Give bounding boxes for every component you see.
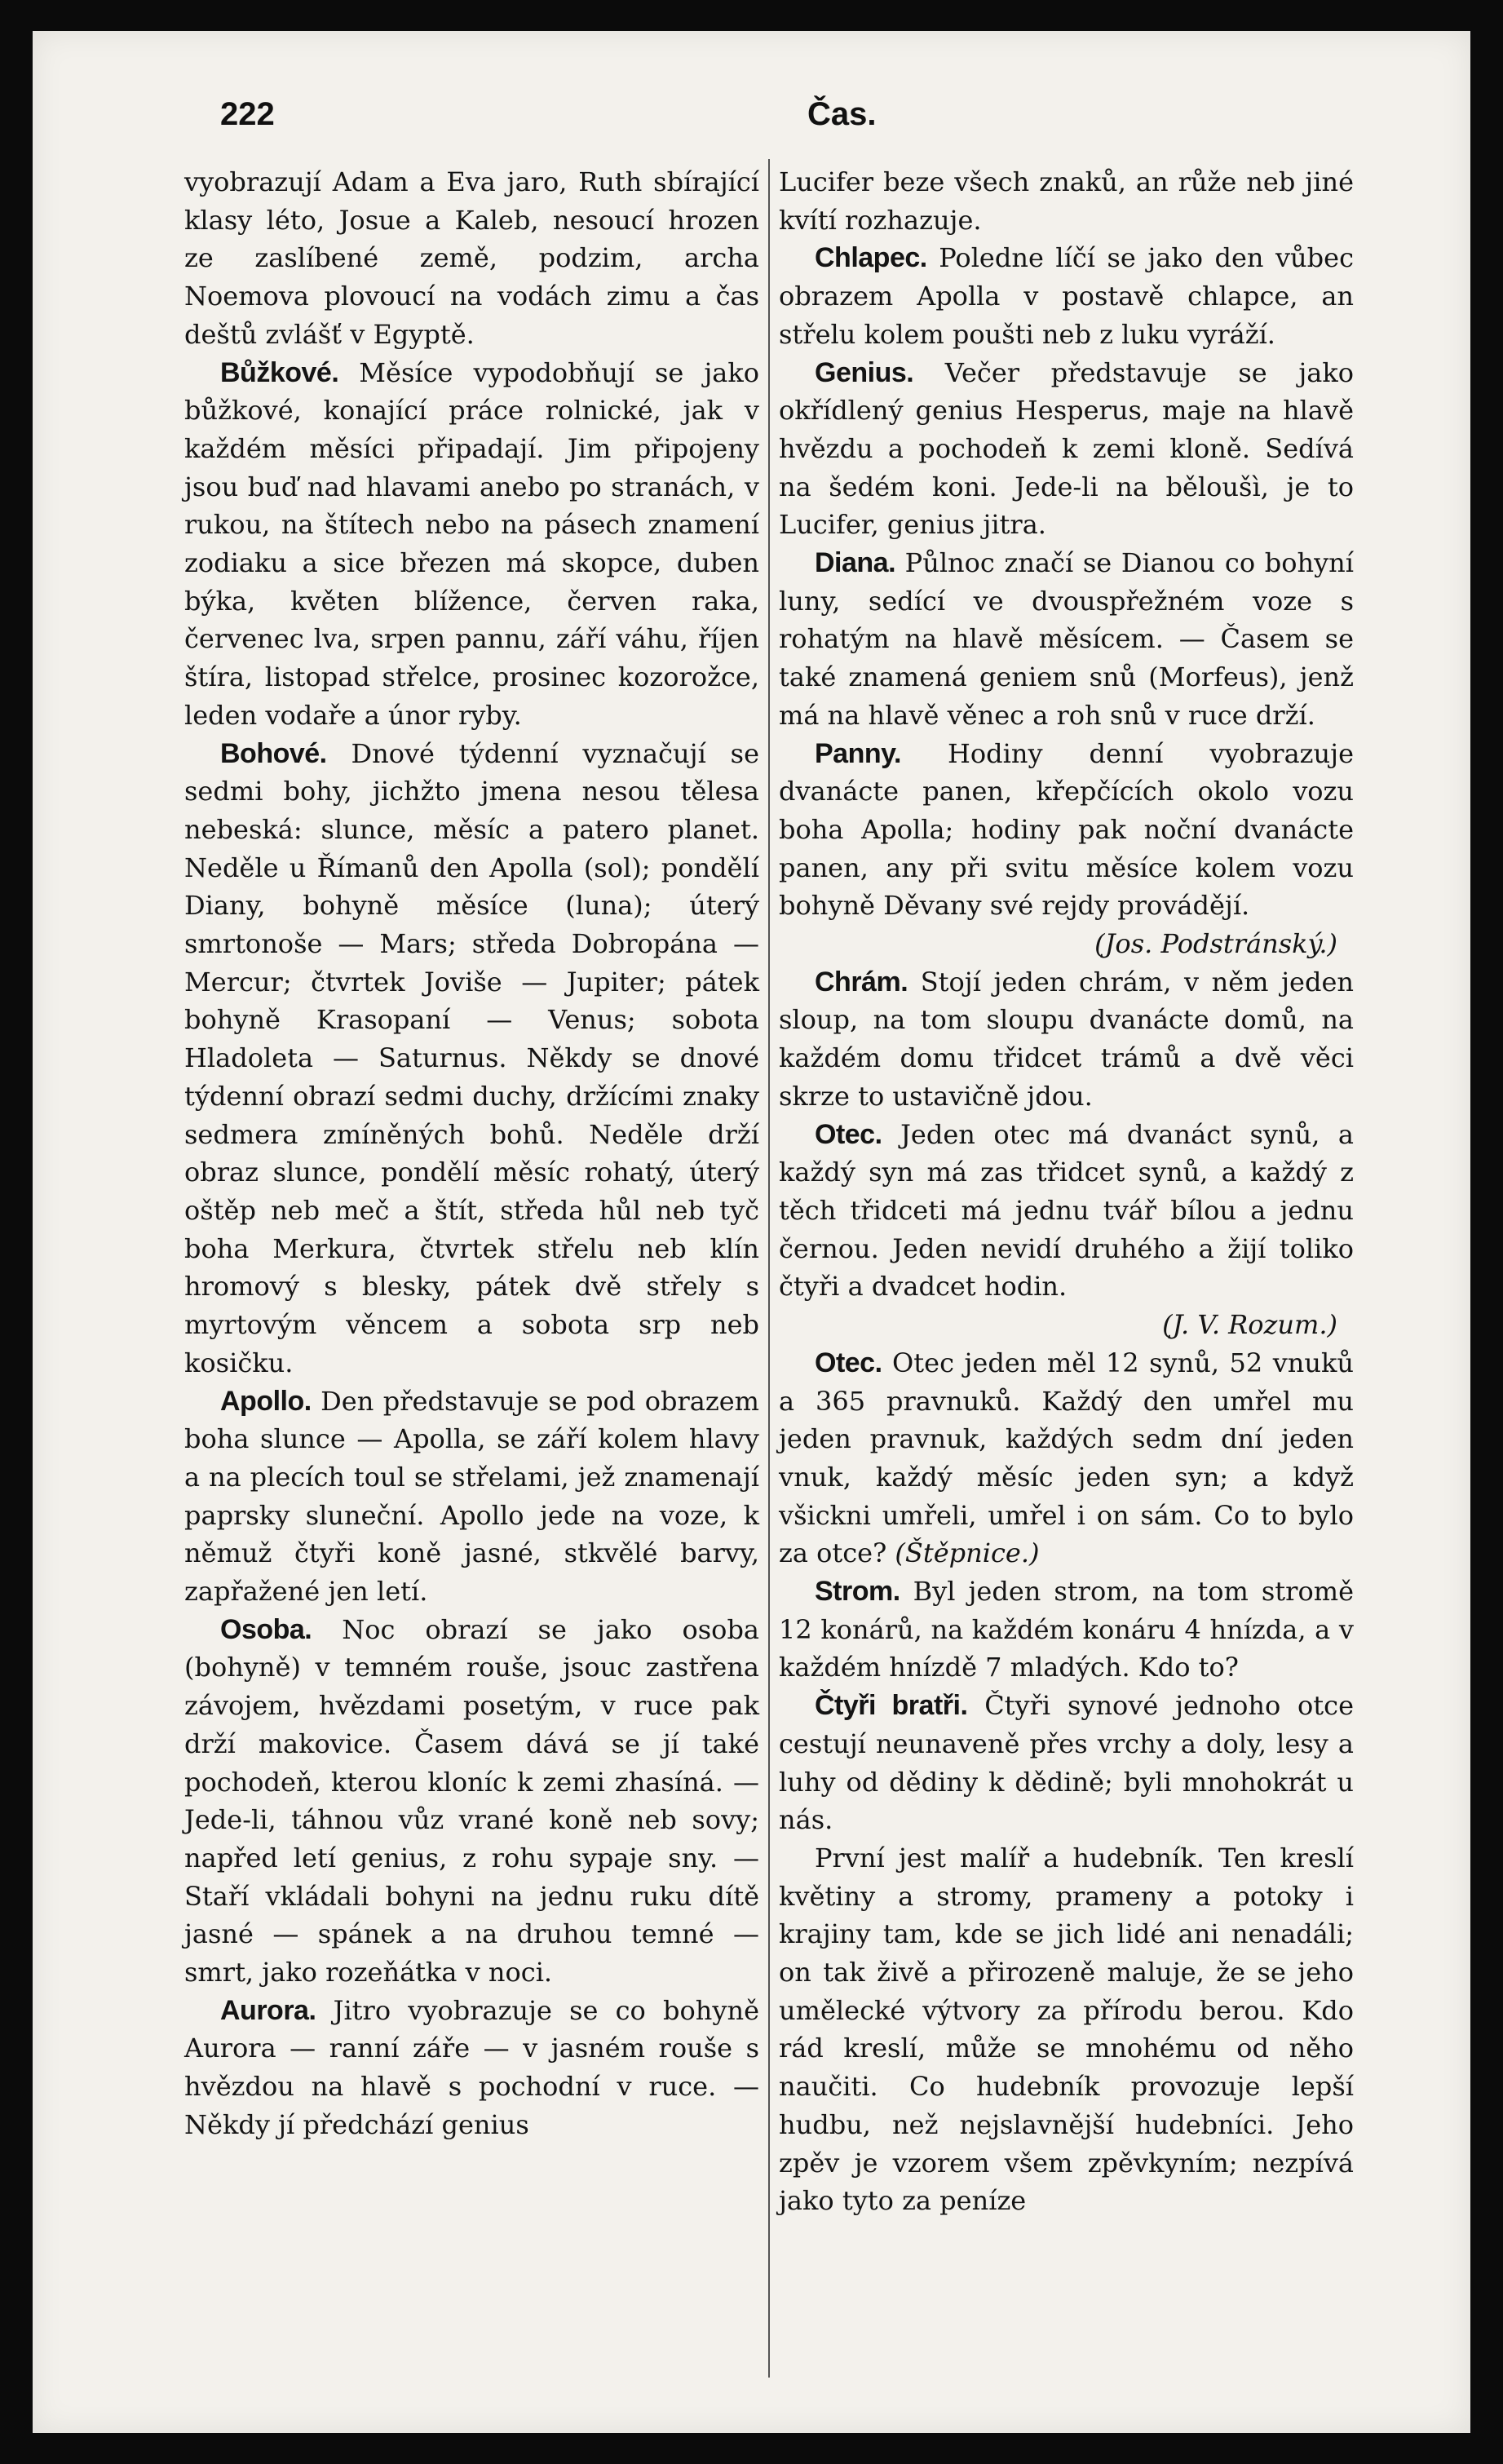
entry-heading: Strom. [815,1576,900,1608]
entry-heading: Diana. [815,547,896,579]
paragraph-chlapec: Chlapec. Poledne líčí se jako den vůbec obrazem Apolla v postavě chlapce, an střelu kolem poušti neb z luku vyráží. [779,242,1354,350]
attribution: (Štěpnice.) [895,1537,1040,1569]
entry-heading: Osoba. [220,1613,312,1645]
entry-heading: Čtyři bratři. [815,1690,968,1722]
attribution: (J. V. Rozum.) [1162,1309,1337,1341]
paragraph-genius: Genius. Večer představuje se jako okřídlený genius Hesperus, maje na hlavě hvězdu a pochodeň k zemi kloně. Sedívá na šedém koni. Jede-li na běloušì, je to Lucifer, genius jitra. [779,356,1354,541]
paragraph-buzkove: Bůžkové. Měsíce vypodobňují se jako bůžkové, konající práce rolnické, jak v každém měsíci připadají. Jim připojeny jsou buď nad hlavami anebo po stranách, v rukou, na štítech nebo na pásech znamení zodiaku a sice březen má skopce, duben býka, květen blížence, červen raka, červenec lva, srpen pannu, září váhu, říjen štíra, listopad střelce, prosinec kozorožce, leden vodaře a únor ryby. [184,356,759,731]
running-title: Čas. [807,96,877,132]
page-header [220,96,1452,153]
paragraph-lucifer: Lucifer beze všech znaků, an růže neb jiné kvítí rozhazuje. [779,166,1354,236]
paragraph-strom: Strom. Byl jeden strom, na tom stromě 12 konárů, na každém konáru 4 hnízda, a v každém hnízdě 7 mladých. Kdo to? [779,1576,1354,1683]
paragraph-diana: Diana. Půlnoc značí se Dianou co bohyní luny, sedící ve dvouspřežném voze s rohatým na hlavě měsícem. — Časem se také znamená geniem snů (Morfeus), jenž má na hlavě věnec a roh snů v ruce drží. [779,547,1354,731]
attribution: (Jos. Podstránský.) [1094,928,1337,960]
paragraph-seasons: vyobrazují Adam a Eva jaro, Ruth sbírající klasy léto, Josue a Kaleb, nesoucí hrozen ze zaslíbené země, podzim, archa Noemova plovoucí na vodách zimu a čas deštů zvlášť v Egyptě. [184,166,759,350]
entry-heading: Chrám. [815,966,908,998]
paragraph-otec-1: Otec. Jeden otec má dvanáct synů, a každý syn má zas třidcet synů, a každý z těch třidceti má jednu tvář bílou a jednu černou. Jeden nevidí druhého a žijí toliko čtyři a dvadcet hodin. (J. V. Rozum.) [779,1116,1354,1344]
entry-heading: Otec. [815,1347,882,1378]
page-number: 222 [220,96,275,132]
entry-heading: Aurora. [220,1994,316,2026]
paragraph-bohove: Bohové. Dnové týdenní vyznačují se sedmi bohy, jichžto jmena nesou tělesa nebeská: slunce, měsíc a patero planet. Neděle u Římanů den Apolla (sol); pondělí Diany, bohyně měsíce (luna); úterý smrtonoše — Mars; středa Dobropána — Mercur; čtvrtek Joviše — Jupiter; pátek bohyně Krasopaní — Venus; sobota Hladoleta — Saturnus. Někdy se dnové týdenní obrazí sedmi duchy, držícími znaky sedmera zmíněných bohů. Neděle drží obraz slunce, pondělí měsíc rohatý, úterý oštěp neb meč a štít, středa hůl neb tyč boha Merkura, čtvrtek střelu neb klín hromový s blesky, pátek dvě střely s myrtovým věncem a sobota srp neb kosičku. [184,737,759,1378]
entry-heading: Apollo. [220,1385,312,1417]
entry-heading: Otec. [815,1118,882,1150]
entry-heading: Bůžkové. [220,356,339,388]
paragraph-osoba: Osoba. Noc obrazí se jako osoba (bohyně) v temném rouše, jsouc zastřena závojem, hvězdami posetým, v ruce pak drží makovice. Časem dává se jí také pochodeň, kterou kloníc k zemi zhasíná. — Jede-li, táhnou vůz vrané koně neb sovy; napřed letí genius, z rohu sypaje sny. — Staří vkládali bohyni na jednu ruku dítě jasné — spánek a na druhou temné — smrt, jako rozeňátka v noci. [184,1613,759,1988]
paragraph-aurora: Aurora. Jitro vyobrazuje se co bohyně Aurora — ranní záře — v jasném rouše s hvězdou na hlavě s pochodní v ruce. — Někdy jí předchází genius [184,1994,759,2140]
paragraph-chram: Chrám. Stojí jeden chrám, v něm jeden sloup, na tom sloupu dvanácte domů, na každém domu třidcet trámů a dvě věci skrze to ustavičně jdou. [779,966,1354,1112]
right-column [779,163,1354,2220]
paragraph-malir: První jest malíř a hudebník. Ten kreslí květiny a stromy, prameny a potoky i krajiny tam, kde se jich lidé ani nenadáli; on tak živě a přirozeně maluje, že se jeho umělecké výtvory za přírodu berou. Kdo rád kreslí, může se mnohému od něho naučiti. Co hudebník provozuje lepší hudbu, než nejslavnější hudebníci. Jeho zpěv je vzorem všem zpěvkyním; nezpívá jako tyto za peníze [779,1842,1354,2217]
paragraph-apollo: Apollo. Den představuje se pod obrazem boha slunce — Apolla, se září kolem hlavy a na plecích toul se střelami, jež znamenají paprsky sluneční. Apollo jede na voze, k němuž čtyři koně jasné, stkvělé barvy, zapřažené jen letí. [184,1385,759,1608]
entry-heading: Bohové. [220,737,327,769]
entry-heading: Genius. [815,356,914,388]
paragraph-panny: Panny. Hodiny denní vyobrazuje dvanácte panen, křepčících okolo vozu boha Apolla; hodiny pak noční dvanácte panen, any při svitu měsíce kolem vozu bohyně Děvany své rejdy provádějí. (Jos. Podstránský.) [779,735,1354,963]
left-column [184,163,759,2144]
entry-heading: Panny. [815,737,901,769]
column-divider [768,159,770,2378]
paragraph-ctyri-bratri: Čtyři bratři. Čtyři synové jednoho otce cestují neunaveně přes vrchy a doly, lesy a luhy od dědiny k dědině; byli mnohokrát u nás. [779,1690,1354,1836]
entry-heading: Chlapec. [815,242,927,274]
paragraph-otec-2: Otec. Otec jeden měl 12 synů, 52 vnuků a 365 pravnuků. Každý den umřel mu jeden pravnuk, každých sedm dní jeden vnuk, každý měsíc jeden syn; a když všickni umřeli, umřel i on sám. Co to bylo za otce? (Štěpnice.) [779,1347,1354,1569]
